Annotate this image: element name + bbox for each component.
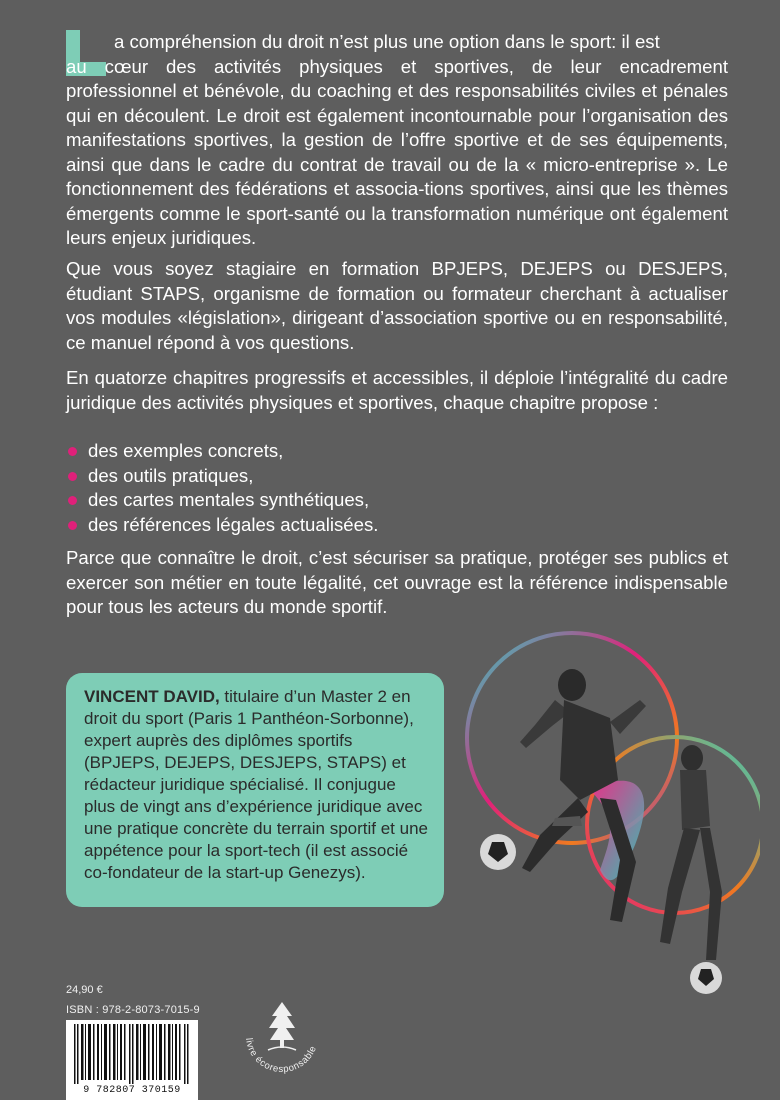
- list-item: des références légales actualisées.: [66, 513, 726, 538]
- bullet-dot-icon: [68, 447, 77, 456]
- intro-first-line: a compréhension du droit n’est plus une option dans le sport: il est: [114, 31, 660, 52]
- bullet-dot-icon: [68, 496, 77, 505]
- author-bio-box: [66, 673, 444, 907]
- barcode-number: 9 782807 370159: [83, 1085, 181, 1096]
- eco-label: livre écoresponsable: [243, 1037, 320, 1076]
- audience-paragraph: Que vous soyez stagiaire en formation BPJEPS, DEJEPS ou DESJEPS, étudiant STAPS, organisme de formation ou formateur cherchant à actualiser vos modules «législation», dirigeant d’association sportive ou en responsabilité, ce manuel répond à vos questions.: [66, 258, 728, 353]
- eco-responsible-book-logo: [234, 988, 330, 1084]
- author-bio-text: titulaire d’un Master 2 en droit du sport (Paris 1 Panthéon-Sorbonne), expert auprès des diplômes sportifs (BPJEPS, DEJEPS, DESJEPS, STAPS) et rédacteur juridique spécialisé. Il conjugue plus de vingt ans d’expérience juridique avec une pratique concrète du terrain sportif et une appétence pour la sport-tech (il est associé co-fondateur de la start-up Genezys).: [84, 687, 428, 882]
- price-label: 24,90 €: [66, 984, 103, 996]
- conclusion-paragraph: Parce que connaître le droit, c’est sécuriser sa pratique, protéger ses publics et exercer son métier en toute légalité, cet ouvrage est la référence indispensable pour tous les acteurs du monde sportif.: [66, 547, 728, 617]
- bullet-dot-icon: [68, 521, 77, 530]
- intro-body: au cœur des activités physiques et sportives, de leur encadrement professionnel et bénévole, du coaching et des responsabilités civiles et pénales qui en découlent. Le droit est également incontournable pour l’organisation des manifestations sportives, la gestion de l’offre sportive et de ses équipements, ainsi que dans le cadre du contrat de travail ou de la « micro-entreprise ». Le fonctionnement des fédérations et associa-tions sportives, ainsi que les thèmes émergents comme le sport-santé ou la transformation numérique ont également leurs enjeux juridiques.: [66, 55, 728, 248]
- list-item: des outils pratiques,: [66, 464, 726, 489]
- soccer-player-illustration: [460, 630, 760, 1000]
- list-item: des exemples concrets,: [66, 439, 726, 464]
- isbn-label: ISBN : 978-2-8073-7015-9: [66, 1004, 200, 1016]
- barcode: [66, 1020, 198, 1100]
- list-item: des cartes mentales synthétiques,: [66, 488, 726, 513]
- bullet-dot-icon: [68, 472, 77, 481]
- chapters-paragraph: En quatorze chapitres progressifs et accessibles, il déploie l’intégralité du cadre juridique des activités physiques et sportives, chaque chapitre propose :: [66, 367, 728, 413]
- barcode-bars-icon: [66, 1024, 198, 1090]
- feature-list: [66, 439, 726, 537]
- tree-icon: [268, 1002, 296, 1050]
- author-name: VINCENT DAVID,: [84, 687, 220, 706]
- intro-paragraph: [66, 30, 728, 251]
